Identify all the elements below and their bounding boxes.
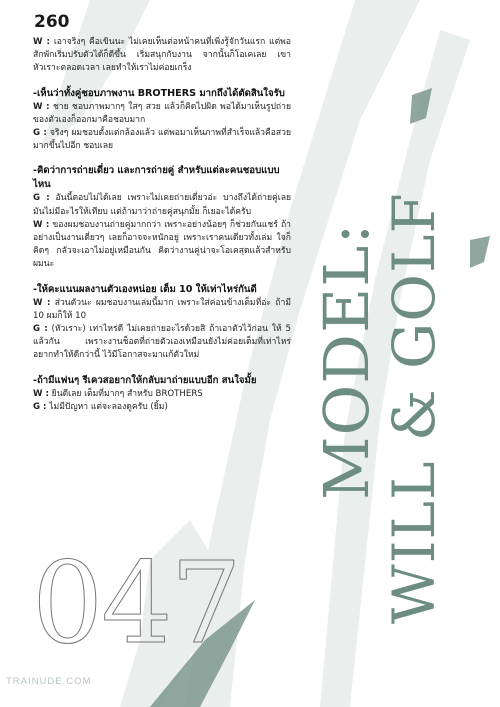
answer-paragraph bbox=[33, 388, 291, 401]
interview-article bbox=[33, 36, 291, 425]
speaker-label: G : bbox=[33, 193, 50, 204]
answer-paragraph bbox=[33, 219, 291, 272]
page-number: 260 bbox=[34, 12, 70, 32]
answer-text: อันนี้ตอบไม่ได้เลย เพราะไม่เคยถ่ายเดี่ยวอ่ะ บางถึงได้ถ่ายคู่เลย มันไม่มีอะไรให้เทียบ แต่ถ้ามาว่าถ่ายคู่สนุกมั้ย ก็เยอะได้ครับ bbox=[33, 193, 291, 217]
answer-text: ของผมชอบงานถ่ายคู่มากกว่า เพราะอย่างน้อยๆ ก็ช่วยกันแชร์ ถ้าอย่างเป็นงานเดี่ยวๆ เลยก็อาจจะหนักอยู่ เพราะเราคนเดียวทั้งเล่ม ใจก็คิดๆ กลัวจะเอาไม่อยู่เหมือนกัน คิดว่างานคู่น่าจะโอเคสุดแล้วสำหรับผมนะ bbox=[33, 219, 291, 270]
speaker-label: W : bbox=[33, 101, 50, 112]
answer-paragraph bbox=[33, 401, 291, 414]
question-heading: -ถ้ามีแฟนๆ รีเควสอยากให้กลับมาถ่ายแบบอีก สนใจมั้ย bbox=[33, 374, 257, 386]
speaker-label: W : bbox=[33, 388, 49, 399]
answer-text: ชาย ชอบภาพมากๆ ใสๆ สวย แล้วก็คิดไปผิด พอได้มาเห็นรูปถ่ายของตัวเองก็ออกมาคือชอบมาก bbox=[33, 101, 291, 125]
question-heading: -ให้คะแนนผลงานตัวเองหน่อย เต็ม 10 ให้เท่าไหร่กันดี bbox=[33, 283, 257, 295]
speaker-label: G : bbox=[33, 324, 48, 335]
title-will-and-golf: WILL & GOLF bbox=[380, 192, 448, 624]
question-heading: -เห็นว่าทั้งคู่ชอบภาพงาน BROTHERS มากถึงได้ตัดสินใจรับ bbox=[33, 87, 285, 99]
answer-text: ยินดีเลย เต็มที่มากๆ สำหรับ BROTHERS bbox=[48, 388, 203, 399]
answer-paragraph bbox=[33, 297, 291, 323]
answer-paragraph bbox=[33, 36, 291, 76]
title-model: MODEL: bbox=[310, 222, 383, 500]
answer-text: เอาจริงๆ คือเขินนะ ไม่เคยเห็นต่อหน้าคนที่เพิ่งรู้จักวันแรก แต่พอสักพักเริ่มปรับตัวได้ก็ดีขึ้น เริ่มสนุกกับงาน จากนั้นก็โอเคเลย เขาหัวเราะตลอดเวลา เลยทำให้เราไม่ค่อยเกร็ง bbox=[33, 37, 291, 74]
answer-paragraph bbox=[33, 101, 291, 127]
site-watermark: TRAINUDE.COM bbox=[6, 676, 92, 687]
speaker-label: G : bbox=[33, 128, 47, 139]
answer-paragraph bbox=[33, 192, 291, 218]
answer-paragraph bbox=[33, 323, 291, 363]
qa-block bbox=[33, 164, 291, 271]
issue-number-outline: 047 bbox=[32, 539, 240, 669]
speaker-label: W : bbox=[33, 219, 50, 230]
answer-text: (หัวเราะ) เท่าไหร่ดี ไม่เคยถ่ายอะไรด้วยสิ ถ้าเอาตัวไว้ก่อน ให้ 5 แล้วกัน เพราะงานช็อตที่ถ่ายตัวเองเหมือนยังไม่ค่อยเต็มที่เท่าไหร่ อยากทำให้ดีกว่านี้ ไว้มีโอกาสจะมาแก้ตัวใหม่ bbox=[33, 324, 291, 361]
qa-block bbox=[33, 283, 291, 363]
question-heading: -คิดว่าการถ่ายเดี่ยว และการถ่ายคู่ สำหรับแต่ละคนชอบแบบไหน bbox=[33, 165, 280, 191]
qa-block bbox=[33, 374, 291, 414]
answer-paragraph bbox=[33, 127, 291, 153]
speaker-label: W : bbox=[33, 297, 51, 308]
qa-block bbox=[33, 36, 291, 76]
speaker-label: W : bbox=[33, 37, 50, 47]
answer-text: ไม่มีปัญหา แต่จะลองดูครับ (ยิ้ม) bbox=[46, 401, 168, 412]
qa-block bbox=[33, 87, 291, 154]
speaker-label: G : bbox=[33, 401, 47, 412]
answer-text: จริงๆ ผมชอบตั้งแต่กล้องแล้ว แต่พอมาเห็นภาพที่สำเร็จแล้วคือสวยมากขึ้นไปอีก ชอบเลย bbox=[33, 128, 291, 152]
answer-text: ส่วนตัวนะ ผมชอบงานเล่มนี้มาก เพราะใส่ค่อนข้างเต็มที่อ่ะ ถ้ามี 10 ผมก็ให้ 10 bbox=[33, 297, 291, 321]
